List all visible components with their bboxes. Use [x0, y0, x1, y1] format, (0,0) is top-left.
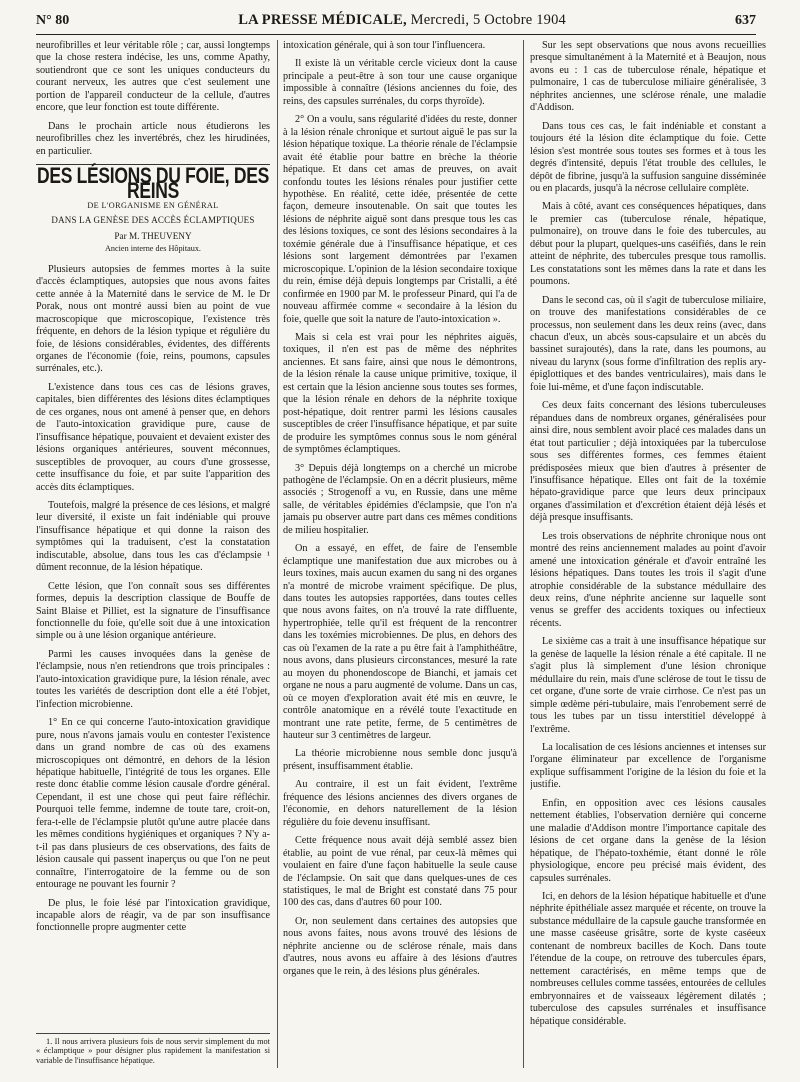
column-divider-2 [523, 40, 524, 1068]
paragraph: La localisation de ces lésions anciennes et intenses sur l'organe éliminateur par excellence de l'organisme explique suffisamment l'origine de la lésion du foie et la justifie. [530, 742, 766, 791]
paragraph: Mais si cela est vrai pour les néphrites aiguës, toxiques, il n'en est pas de même des néphrites anciennes. Et sans faire, ainsi que nous le démontrons, de la lésion rénale la cause unique primitive, toxique, il est certain que la lésion ancienne sous toutes ses formes, que la lésion rénale en dehors de la néphrite toxique post-hépatique, doit rentrer parmi les lésions causales susceptibles de créer l'insuffisance hépatique, et par suite de produire les symptômes connus sous le nom général de symptômes éclamptiques. [283, 331, 517, 456]
paragraph: Dans tous ces cas, le fait indéniable et constant a toujours été la lésion dite éclamptique du foie. Cette lésion s'est montrée sous toutes ses formes et à tous les degrés d'intensité, depuis l'état trouble des cellules, le dépôt de fibrine, jusqu'à la suffusion sanguine disséminée ou en placards, jusqu'à la nécrose cellulaire complète. [530, 120, 766, 194]
header-rule [36, 34, 756, 35]
article-author-role: Ancien interne des Hôpitaux. [105, 244, 201, 254]
article-subtitle-1: DE L'ORGANISME EN GÉNÉRAL [87, 200, 219, 210]
footnote-text: 1. Il nous arrivera plusieurs fois de nous servir simplement du mot « éclamptique » pour désigner plus rapidement la manifestation si variable de l'insuffisance hépatique. [36, 1036, 270, 1066]
paragraph: Mais à côté, avant ces conséquences hépatiques, dans le premier cas (tuberculose rénale, hépatique, pulmonaire), on trouve dans le foie des tubercules, au début pour la plupart, quelques-uns caséifiés, dans le rein atteint de néphrite, des tubercules presque tous ramollis. Les constatations sont les mêmes dans la rate et dans les poumons. [530, 201, 766, 288]
page-number-right: 637 [734, 13, 756, 28]
issue-date: Mercredi, 5 Octobre 1904 [410, 12, 566, 28]
paragraph: Les trois observations de néphrite chronique nous ont montré des reins anciennement malades au point d'avoir amené une intoxication générale et d'avoir entraîné les lésions hépatiques. Dans toutes les trois il s'agit d'une atrophie considérable de la substance médullaire des deux reins, d'une néphrite ancienne sur laquelle sont venus se greffer des accidents toxiques ou infectieux récents. [530, 530, 766, 629]
paragraph: De plus, le foie lésé par l'intoxication gravidique, incapable alors de réagir, va de par son insuffisance fonctionnelle propre augmenter cette [36, 897, 270, 934]
paragraph: neurofibrilles et leur véritable rôle ; car, aussi longtemps que la chose restera indécise, les uns, comme Apathy, soutiendront que ce sont les uniques conducteurs du courant nerveux, les autres que c'est seulement une portion de l'appareil conducteur de la cellule, d'autres encore, que leur fonction est toute différente. [36, 40, 270, 114]
paragraph: Au contraire, il est un fait évident, l'extrême fréquence des lésions anciennes des divers organes de l'économie, en dehors naturellement de la lésion régulière du foie devenu insuffisant. [283, 779, 517, 828]
paragraph: Toutefois, malgré la présence de ces lésions, et malgré leur diversité, il existe un fait indéniable qui prouve l'insuffisance hépatique et qui donne la raison des symptômes qui la traduisent, c'est la constatation indiscutable, absolue, dans tous les cas d'éclampsie ¹ dûment reconnue, de la lésion hépatique. [36, 499, 270, 574]
paragraph: Cette fréquence nous avait déjà semblé assez bien établie, au point de vue rénal, par ceux-là mêmes qui voulaient en faire d'une façon habituelle la seule cause de l'éclampsie. On sait que dans quelques-unes de ces statistiques, le mal de Bright est constaté dans 75 pour 100 des cas, dans d'autres 60 pour 100. [283, 835, 517, 909]
article-heading [36, 164, 270, 256]
article-title: DES LÉSIONS DU FOIE, DES REINS [36, 162, 269, 204]
paragraph: 1° En ce qui concerne l'auto-intoxication gravidique pure, nous n'avons jamais voulu en contester l'existence dans un grand nombre de cas où des examens microscopiques ont démontré, en dehors de la lésion hépatique habituelle, l'intégrité de tous les organes. Elle reste donc établie comme lésion causale d'ordre général. Cependant, il est une chose qui peut faire réfléchir. Pourquoi telle femme, indemne de toute tare, croit-on, fera-t-elle de l'éclampsie plutôt qu'une autre placée dans les mêmes conditions hygiéniques et organiques ? N'y a-t-il pas dans plusieurs de ces observations, des faits de lésion causale qui passent inaperçus ou que l'on ne peut connaître, l'interrogatoire de la femme ou de son entourage ne pouvant les fournir ? [36, 717, 270, 891]
page-header [36, 12, 756, 34]
footnote [36, 1033, 270, 1066]
column-divider-1 [277, 40, 278, 1068]
paragraph: Sur les sept observations que nous avons recueillies presque simultanément à la Maternité et à Beaujon, nous avons eu : 1 cas de tuberculose rénale, hépatique et pulmonaire, 1 cas de tuberculose miliaire généralisée, 3 néphrites anciennes, une sclérose rénale, une maladie d'Addison. [530, 40, 766, 114]
paragraph: Le sixième cas a trait à une insuffisance hépatique sur la genèse de laquelle la lésion rénale a été capitale. Il ne s'agit plus là simplement d'une lésion chronique médullaire du rein, mais d'une sclérose de tout le tissu de cet organe, d'une sorte de vraie cirrhose. Ce n'est pas un simple œdème péri-tubulaire, mais l'enrobement serré de tous les tubes par un tissu interstitiel développé à l'extrême. [530, 636, 766, 735]
paragraph: Il existe là un véritable cercle vicieux dont la cause principale a peut-être à son tour une cause organique impossible à connaître (lésions anciennes du foie, des reins, des capsules surrénales, du corps thyroïde). [283, 58, 517, 107]
paragraph: Cette lésion, que l'on connaît sous ses différentes formes, depuis la description classique de Bouffe de Saint Blaise et Pilliet, est la signature de l'insuffisance fonctionnelle du foie, qu'elle soit due à une intoxication simple ou à une lésion organique antérieure. [36, 580, 270, 642]
column-2 [283, 40, 517, 1074]
journal-title-line [238, 12, 566, 29]
paragraph: 2° On a voulu, sans régularité d'idées du reste, donner à la lésion rénale chronique et surtout aiguë le pas sur la lésion hépatique toxique. La théorie rénale de l'éclampsie avait été établie pour battre en brèche la théorie hépatique. Et dans cet amas de preuves, on avait confondu toutes les lésions rénales pour justifier cette hypothèse. En réalité, cette idée, présentée de cette façon, demeure insoutenable. On sait que toutes les lésions de néphrite aiguë sont dans presque tous les cas des lésions toxiques, ce sont des lésions secondaires à la toxémie générale due à l'insuffisance hépatique, et ces lésions sont largement démontrées par l'examen microscopique. L'opinion de la lésion secondaire toxique du rein, émise déjà depuis longtemps par Cristalli, a été confirmée en 1900 par M. le professeur Pinard, qui l'a de nouveau affirmée comme « secondaire à la lésion du foie, quelle que soit la nature de l'auto-intoxication ». [283, 114, 517, 325]
article-author: Par M. THEUVENY [114, 230, 192, 241]
paragraph: L'existence dans tous ces cas de lésions graves, capitales, bien différentes des lésions dites éclamptiques de ces organes, nous ont amené à penser que, en dehors de l'auto-intoxication gravidique pure, cause de l'insuffisance hépatique, pouvaient et devaient exister des lésions organiques antérieures, souvent méconnues, susceptibles de provoquer, au cours d'une grossesse, cette insuffisance du foie, et par suite l'apparition des accès dits éclamptiques. [36, 381, 270, 493]
column-3 [530, 40, 766, 1074]
paragraph: Plusieurs autopsies de femmes mortes à la suite d'accès éclamptiques, autopsies que nous avons faites cette année à la Maternité dans le service de M. le Dr Porak, nous ont montré aussi bien au point de vue macroscopique que microscopique, l'existence très fréquente, en dehors de la lésion typique et régulière du foie, de lésions considérables, évidentes, des différents organes de l'économie (foie, reins, poumons, capsules surrénales, etc.). [36, 263, 270, 375]
paragraph: Enfin, en opposition avec ces lésions causales nettement établies, l'observation dernière qui concerne une maladie d'Addison montre l'importance capitale des lésions de cet organe dans la genèse de la lésion hépatique, de l'hépato-toxhémie, étant donné le rôle physiologique, encore peu précisé mais évident, des capsules surrénales. [530, 797, 766, 884]
article-subtitle-2: DANS LA GENÈSE DES ACCÈS ÉCLAMPTIQUES [51, 215, 255, 226]
paragraph: Ces deux faits concernant des lésions tuberculeuses répandues dans de nombreux organes, généralisées pour ainsi dire, nous semblent avoir placé ces malades dans un état tout particulier ; déjà intoxiquées par la tuberculose sous ses différentes formes, ces femmes étaient prédisposées mieux que bien d'autres à présenter de l'insuffisance hépatique. Elles ont fait de la toxémie hépato-gravidique parce que leurs deux principaux organes d'assimilation et d'excrétion étaient déjà lésés et déjà presque insuffisants. [530, 400, 766, 524]
paragraph: Or, non seulement dans certaines des autopsies que nous avons faites, nous avons trouvé des lésions de néphrite ancienne ou de sclérose rénale, mais dans d'autres, nous avons eu affaire à des lésions d'autres organes que le rein, à des lésions plus générales. [283, 915, 517, 977]
paragraph: Ici, en dehors de la lésion hépatique habituelle et d'une néphrite épithéliale assez marquée et récente, on trouve la substance médullaire de la capsule gauche transformée en une masse caséeuse grisâtre, sorte de kyste caséeux contenant de nombreux bacilles de Koch. Dans toute l'étendue de la coupe, on retrouve des tubercules épars, nettement caractérisés, en même temps que de nombreuses cellules comme tassées, entourées de cellules embryonnaires et de vaisseaux légèrement dilatés ; tuberculose des capsules surrénales et insuffisance hépatique considérable. [530, 891, 766, 1027]
paragraph: Dans le second cas, où il s'agit de tuberculose miliaire, on trouve des manifestations considérables de ce processus, non seulement dans les deux reins (avec, dans chacun d'eux, un abcès sous-capsulaire et un abcès du bassinet surajoutés), dans la rate, dans les poumons, au niveau du larynx (sous forme d'infiltration des replis ary-épiglottiques et des bandes ventriculaires), mais dans le foie lui-même, et d'une façon indiscutable. [530, 294, 766, 393]
paragraph: intoxication générale, qui à son tour l'influencera. [283, 40, 486, 51]
journal-title: LA PRESSE MÉDICALE, [238, 12, 407, 28]
paragraph: Dans le prochain article nous étudierons les neurofibrilles chez les invertébrés, chez les hirudinées, en particulier. [36, 120, 270, 157]
paragraph: 3° Depuis déjà longtemps on a cherché un microbe pathogène de l'éclampsie. On en a décrit plusieurs, même associés ; Strogenoff a vu, en Russie, dans une même salle, de véritables épidémies d'éclampsie, que l'on n'a jamais pu observer autre part dans ces mêmes conditions de milieu hospitalier. [283, 462, 517, 536]
column-1 [36, 40, 270, 1074]
paragraph: La théorie microbienne nous semble donc jusqu'à présent, insuffisamment établie. [283, 748, 517, 772]
paragraph: Parmi les causes invoquées dans la genèse de l'éclampsie, nous n'en retiendrons que trois principales : l'auto-intoxication gravidique pure, la lésion rénale, avec toutes les variétés de description dont elle a été l'objet, l'infection microbienne. [36, 648, 270, 710]
page-number-left: N° 80 [36, 13, 70, 28]
paragraph: On a essayé, en effet, de faire de l'ensemble éclamptique une manifestation due aux microbes ou à leurs toxines, mais aucun examen du sang ni des organes n'a montré de microbe vraiment spécifique. De plus, dans toutes les autopsies rapportées, dans toutes celles que nous avons faites, on n'a trouvé la rate diffluente, hypertrophiée, telle qu'il est fréquent de la rencontrer dans les toxémies microbiennes. De plus, en dehors des cas où l'examen de la rate a pu être fait à l'amphithéâtre, nous avons, dans plusieurs circonstances, mesuré la rate au moyen du phonendoscope de Bianchi, et jamais cet organe ne nous a paru augmenté de volume. Dans un cas, où ce moyen d'exploration avait été mis en œuvre, le contrôle anatomique en a révélé toute l'exactitude en montrant une rate petite, ferme, de 5 centimètres de hauteur sur 3 centimètres de largeur. [283, 543, 517, 742]
